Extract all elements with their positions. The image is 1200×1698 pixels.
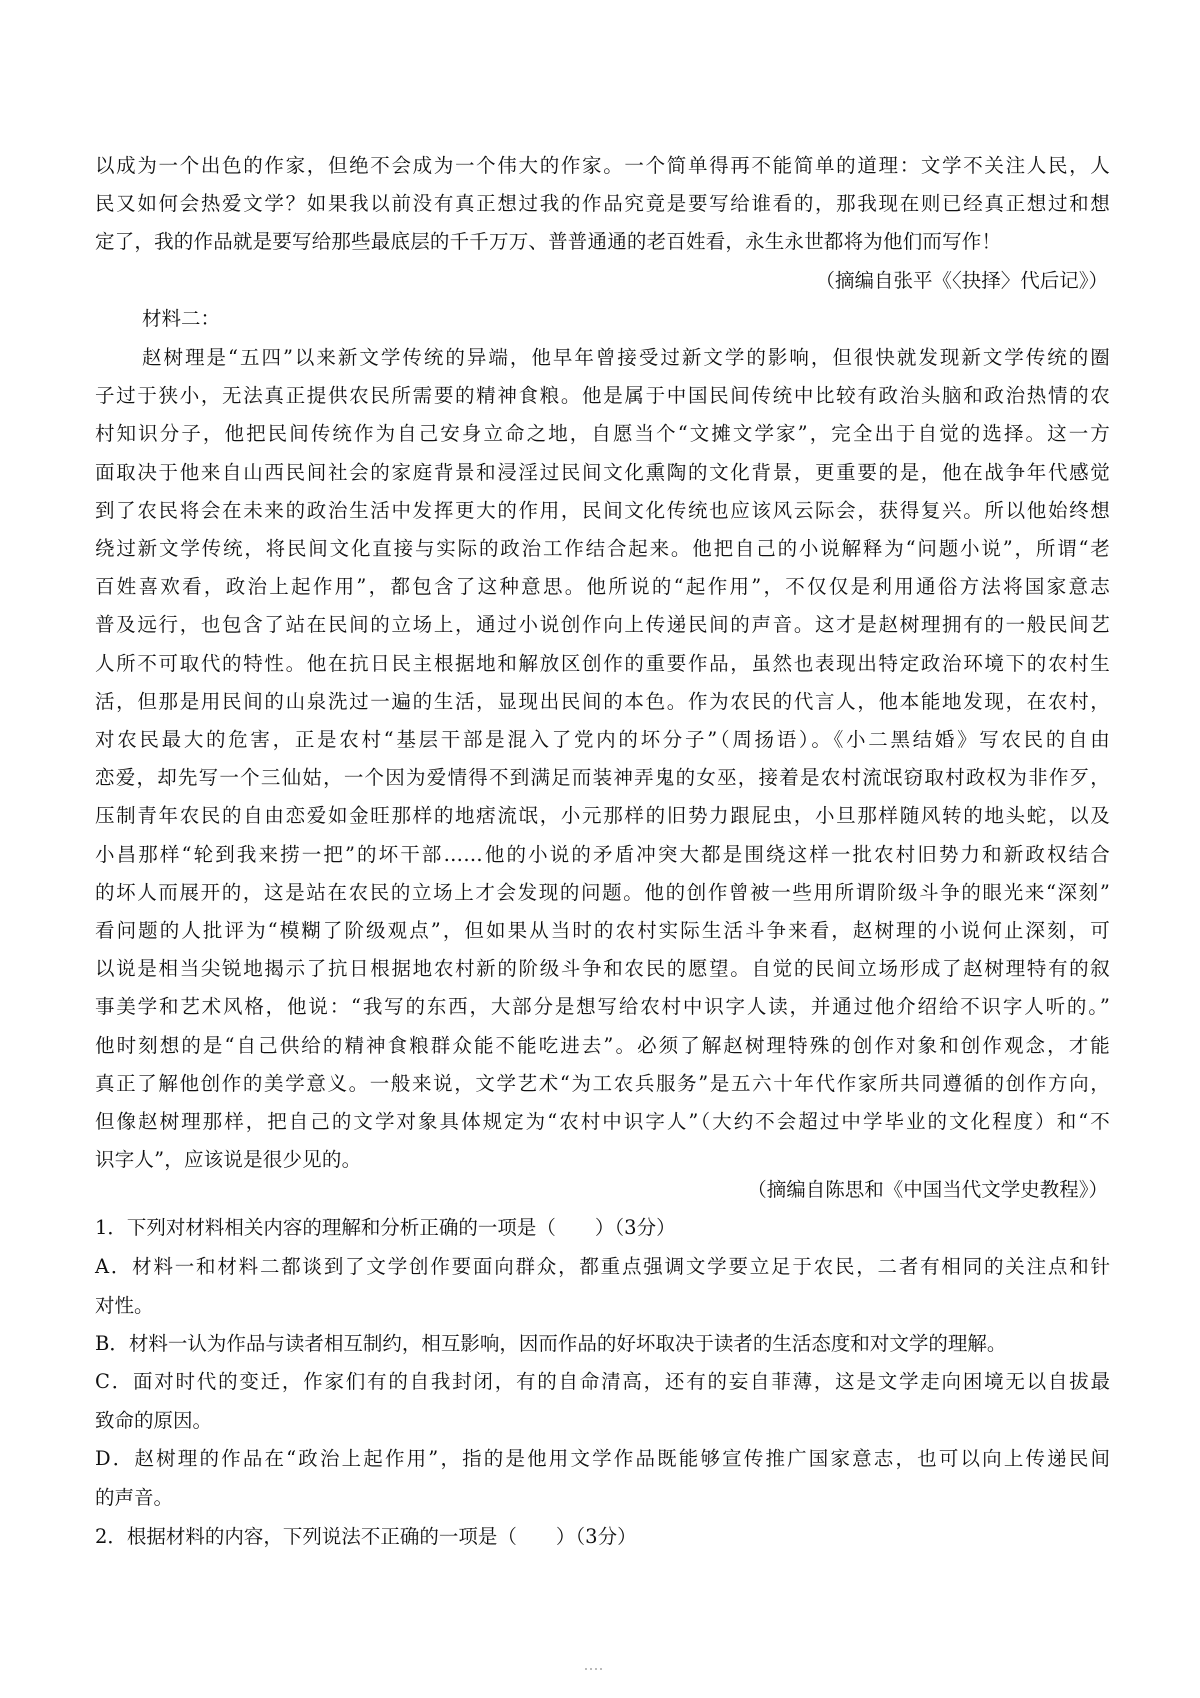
text-line: 以说是相当尖锐地揭示了抗日根据地农村新的阶级斗争和农民的愿望。自觉的民间立场形成了赵树理特有的叙 (95, 957, 1110, 981)
text-line: 对农民最大的危害，正是农村“基层干部是混入了党内的坏分子”（周扬语）。《小二黑结婚》写农民的自由 (95, 728, 1110, 752)
text-line: 的坏人而展开的，这是站在农民的立场上才会发现的问题。他的创作曾被一些用所谓阶级斗争的眼光来“深刻” (95, 880, 1110, 904)
dot (600, 1668, 602, 1670)
material1-tail-paragraph (95, 147, 1110, 262)
material2-source: （摘编自陈思和《中国当代文学史教程》） (747, 1178, 1108, 1201)
question-1-option-b (95, 1325, 1110, 1364)
text-line: 看问题的人批评为“模糊了阶级观点”，但如果从当时的农村实际生活斗争来看，赵树理的小说何止深刻，可 (95, 919, 1110, 943)
option-line: D．赵树理的作品在“政治上起作用”，指的是他用文学作品既能够宣传推广国家意志，也可以向上传递民间 (95, 1447, 1110, 1470)
question-1-option-a (95, 1248, 1110, 1325)
dot (590, 1668, 592, 1670)
text-line: 面取决于他来自山西民间社会的家庭背景和浸淫过民间文化熏陶的文化背景，更重要的是，他在战争年代感觉 (95, 460, 1110, 484)
page-footer-dots (585, 1668, 615, 1674)
text-line: 他时刻想的是“自己供给的精神食粮群众能不能吃进去”。必须了解赵树理特殊的创作对象和创作观念，才能 (95, 1033, 1110, 1057)
text-line: 民又如何会热爱文学？如果我以前没有真正想过我的作品究竟是要写给谁看的，那我现在则已经真正想过和想 (95, 192, 1110, 216)
material2-label: 材料二： (142, 307, 221, 330)
question-1-option-c (95, 1363, 1110, 1440)
text-line: 小昌那样“轮到我来捞一把”的坏干部……他的小说的矛盾冲突大都是围绕这样一批农村旧势力和新政权结合 (95, 842, 1110, 866)
text-line: 但像赵树理那样，把自己的文学对象具体规定为“农村中识字人”（大约不会超过中学毕业的文化程度）和“不 (95, 1110, 1110, 1134)
text-line: 真正了解他创作的美学意义。一般来说，文学艺术“为工农兵服务”是五六十年代作家所共同遵循的创作方向， (95, 1071, 1110, 1095)
option-line: 致命的原因。 (95, 1408, 213, 1432)
text-line: 事美学和艺术风格，他说：“我写的东西，大部分是想写给农村中识字人读，并通过他介绍给不识字人听的。” (95, 995, 1110, 1019)
text-line: 恋爱，却先写一个三仙姑，一个因为爱情得不到满足而装神弄鬼的女巫，接着是农村流氓窃取村政权为非作歹， (95, 766, 1110, 790)
option-line: 对性。 (95, 1293, 154, 1317)
option-line: 的声音。 (95, 1485, 174, 1509)
text-line: 识字人”，应该说是很少见的。 (95, 1148, 362, 1172)
text-line: 活，但那是用民间的山泉洗过一遍的生活，显现出民间的本色。作为农民的代言人，他本能地发现，在农村， (95, 689, 1110, 713)
text-line: 绕过新文学传统，将民间文化直接与实际的政治工作结合起来。他把自己的小说解释为“问题小说”，所谓“老 (95, 537, 1110, 561)
material1-source: （摘编自张平《〈抉择〉代后记》） (815, 269, 1108, 292)
dot (595, 1668, 597, 1670)
option-line: B．材料一认为作品与读者相互制约，相互影响，因而作品的好坏取决于读者的生活态度和对文学的理解。 (95, 1332, 1007, 1355)
text-line: 村知识分子，他把民间传统作为自己安身立命之地，自愿当个“文摊文学家”，完全出于自觉的选择。这一方 (95, 422, 1110, 446)
question-1-option-d (95, 1440, 1110, 1517)
material2-paragraph (95, 339, 1110, 1179)
text-line: 压制青年农民的自由恋爱如金旺那样的地痞流氓，小元那样的旧势力跟屁虫，小旦那样随风转的地头蛇，以及 (95, 804, 1110, 828)
option-line: C．面对时代的变迁，作家们有的自我封闭，有的自命清高，还有的妄自菲薄，这是文学走向困境无以自拔最 (95, 1370, 1110, 1393)
text-line: 到了农民将会在未来的政治生活中发挥更大的作用，民间文化传统也应该风云际会，获得复兴。所以他始终想 (95, 498, 1110, 522)
question-2-stem: 2．根据材料的内容，下列说法不正确的一项是（ ）（3分） (95, 1525, 637, 1548)
dot (585, 1668, 587, 1670)
text-line: 人所不可取代的特性。他在抗日民主根据地和解放区创作的重要作品，虽然也表现出特定政治环境下的农村生 (95, 651, 1110, 675)
text-line: 定了，我的作品就是要写给那些最底层的千千万万、普普通通的老百姓看，永生永世都将为他们而写作！ (95, 230, 1002, 254)
text-line: 百姓喜欢看，政治上起作用”，都包含了这种意思。他所说的“起作用”，不仅仅是利用通俗方法将国家意志 (95, 575, 1110, 599)
text-line: 子过于狭小，无法真正提供农民所需要的精神食粮。他是属于中国民间传统中比较有政治头脑和政治热情的农 (95, 384, 1110, 408)
text-line: 赵树理是“五四”以来新文学传统的异端，他早年曾接受过新文学的影响，但很快就发现新文学传统的圈 (142, 346, 1110, 369)
text-line: 以成为一个出色的作家，但绝不会成为一个伟大的作家。一个简单得再不能简单的道理：文学不关注人民，人 (95, 154, 1110, 177)
option-line: A．材料一和材料二都谈到了文学创作要面向群众，都重点强调文学要立足于农民，二者有相同的关注点和针 (95, 1255, 1110, 1278)
question-1-stem: 1．下列对材料相关内容的理解和分析正确的一项是（ ）（3分） (95, 1216, 676, 1239)
text-line: 普及远行，也包含了站在民间的立场上，通过小说创作向上传递民间的声音。这才是赵树理拥有的一般民间艺 (95, 613, 1110, 637)
